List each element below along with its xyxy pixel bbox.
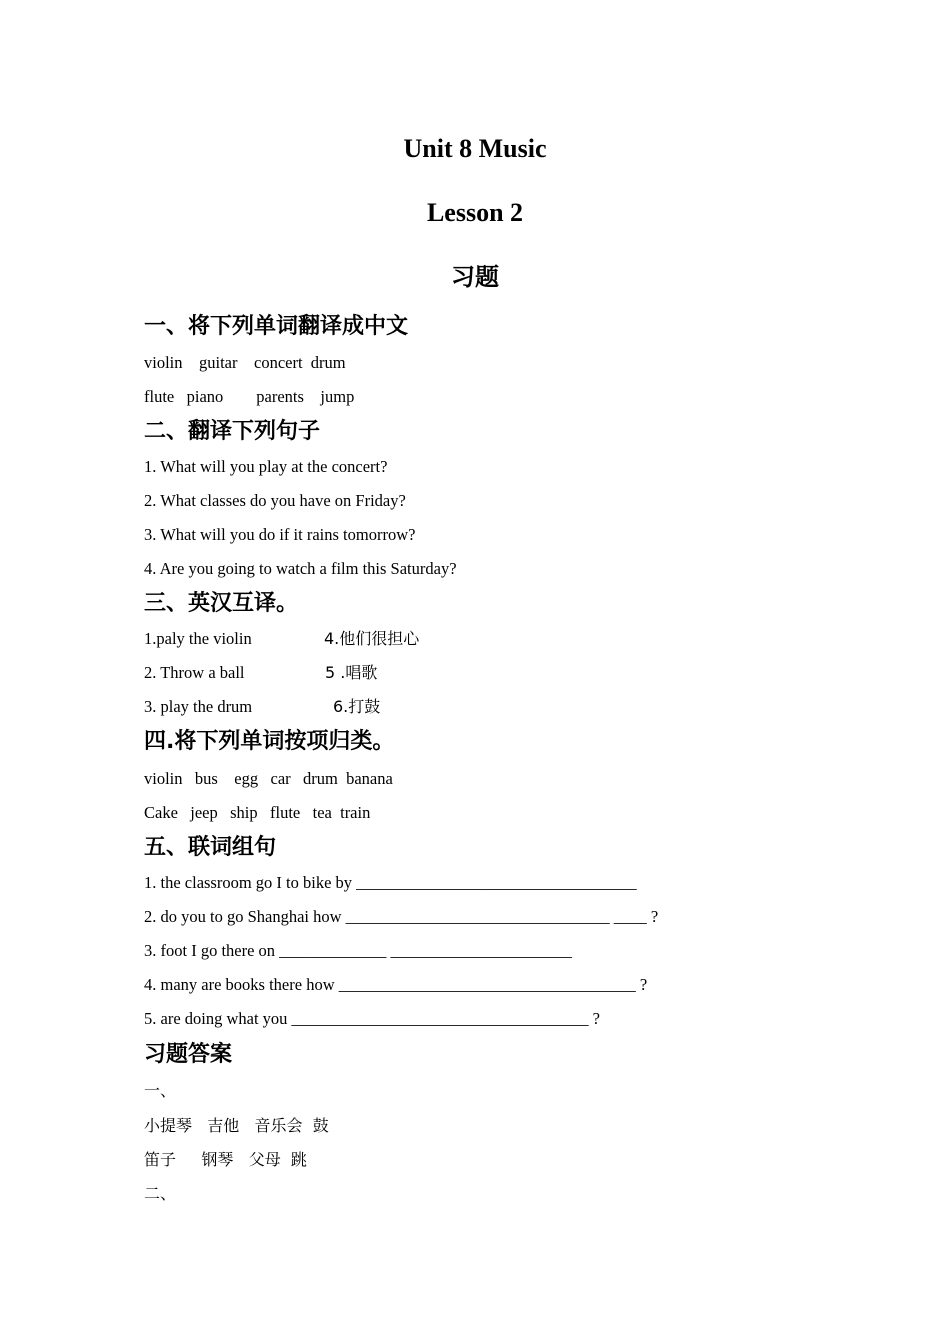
section5-item: 4. many are books there how ____________________________________ ? xyxy=(144,975,648,994)
section3-right-item: 4.他们很担心 xyxy=(324,629,420,648)
section2-sentence: 3. What will you do if it rains tomorrow? xyxy=(144,525,416,544)
section1-word-line: flute piano parents jump xyxy=(144,387,355,406)
lesson-title: Lesson 2 xyxy=(426,198,524,227)
section4-heading: 四.将下列单词按项归类。 xyxy=(144,729,395,754)
section2-sentence: 2. What classes do you have on Friday? xyxy=(144,491,406,510)
answers-part1-label: 一、 xyxy=(144,1081,177,1100)
answers-part2-label: 二、 xyxy=(144,1184,177,1203)
section3-left-item: 1.paly the violin xyxy=(144,629,252,648)
section2-sentence: 4. Are you going to watch a film this Saturday? xyxy=(144,559,457,578)
document-title: Unit 8 Music xyxy=(403,134,547,163)
answers-part1-line: 小提琴 吉他 音乐会 鼓 xyxy=(144,1116,329,1135)
section3-right-item: 6.打鼓 xyxy=(333,697,381,716)
exercise-title: 习题 xyxy=(451,263,499,291)
section1-word-line: violin guitar concert drum xyxy=(144,353,346,372)
section5-item: 5. are doing what you ____________________________________ ? xyxy=(144,1009,600,1028)
section5-heading: 五、联词组句 xyxy=(144,835,277,860)
section2-sentence: 1. What will you play at the concert? xyxy=(144,457,388,476)
section1-heading: 一、将下列单词翻译成中文 xyxy=(144,314,409,339)
section2-heading: 二、翻译下列句子 xyxy=(144,419,321,444)
section5-item: 2. do you to go Shanghai how ________________________________ ____ ? xyxy=(144,907,659,926)
section4-word-line: violin bus egg car drum banana xyxy=(144,769,393,788)
section4-word-line: Cake jeep ship flute tea train xyxy=(144,803,371,822)
section5-item: 1. the classroom go I to bike by __________________________________ xyxy=(144,873,637,892)
section3-heading: 三、英汉互译。 xyxy=(144,591,299,616)
answers-heading: 习题答案 xyxy=(144,1042,233,1067)
section5-item: 3. foot I go there on _____________ ______________________ xyxy=(144,941,573,960)
section3-left-item: 2. Throw a ball xyxy=(144,663,245,682)
section3-right-item: 5 .唱歌 xyxy=(325,663,378,682)
section3-left-item: 3. play the drum xyxy=(144,697,253,716)
answers-part1-line: 笛子 钢琴 父母 跳 xyxy=(144,1150,307,1169)
